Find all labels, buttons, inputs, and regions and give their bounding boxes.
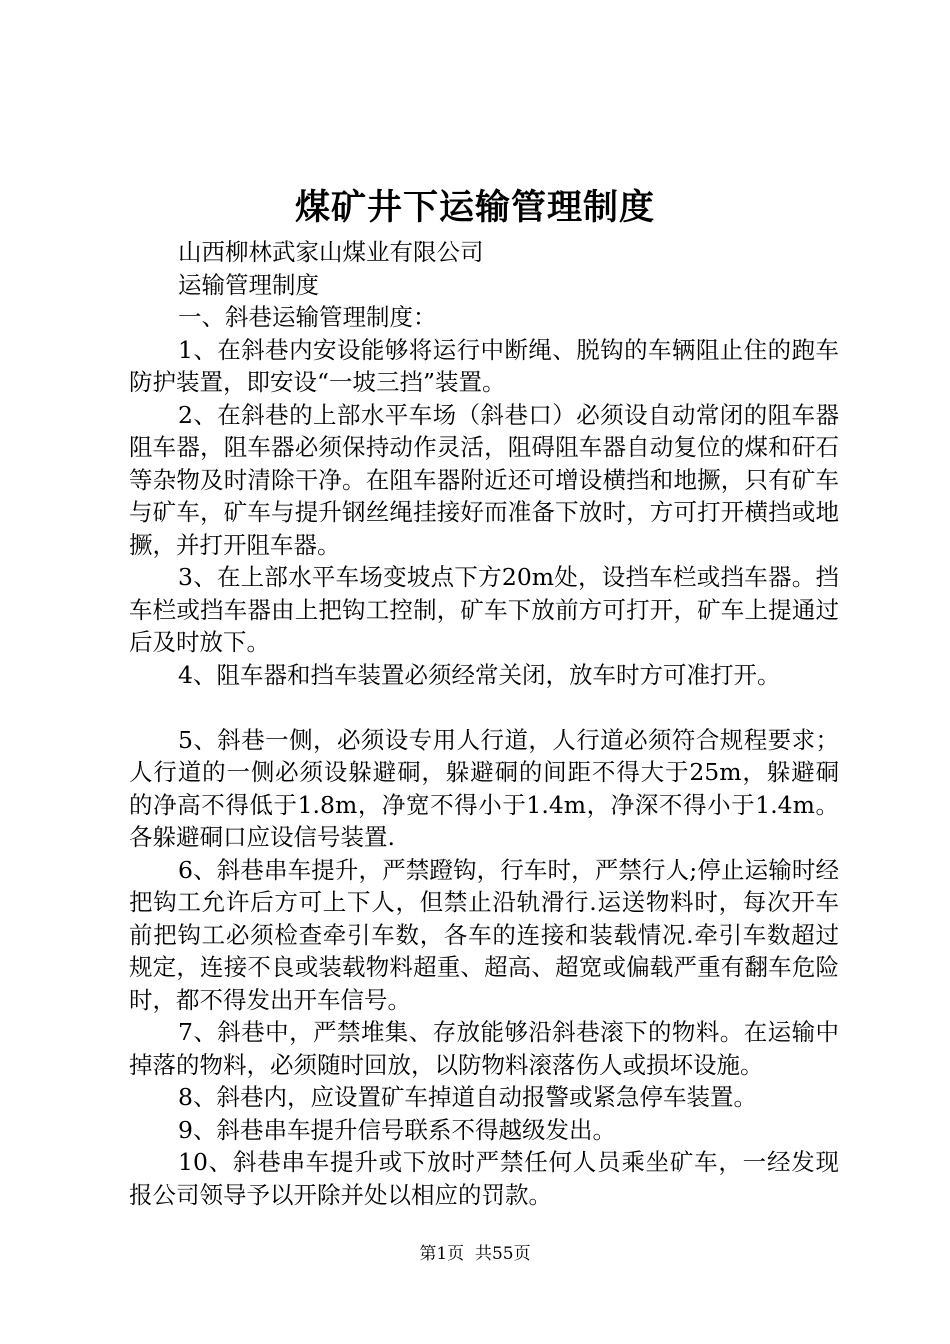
page-number: 第1页 共55页	[419, 1244, 531, 1264]
rule-item-4: 4、阻车器和挡车装置必须经常关闭，放车时方可准打开。	[178, 660, 781, 689]
rule-item-10: 10、斜巷串车提升或下放时严禁任何人员乘坐矿车，一经发现报公司领导予以开除并处以相应的罚款。	[129, 1148, 839, 1209]
document-title: 煤矿井下运输管理制度	[294, 187, 655, 228]
section-heading: 一、斜巷运输管理制度：	[178, 303, 437, 331]
company-name: 山西柳林武家山煤业有限公司	[178, 238, 484, 266]
page-footer	[0, 1242, 950, 1266]
section-subtitle: 运输管理制度	[178, 270, 319, 299]
paragraph-gap	[129, 691, 839, 724]
rule-item-6: 6、斜巷串车提升，严禁蹬钩，行车时，严禁行人;停止运输时经把钩工允许后方可上下人，但禁止沿轨滑行.运送物料时，每次开车前把钩工必须检查牵引车数，各车的连接和装载情况.牵引车数超过规定，连接不良或装载物料超重、超高、超宽或偏载严重有翻车危险时，都不得发出开车信号。	[129, 855, 839, 1014]
rule-item-8: 8、斜巷内，应设置矿车掉道自动报警或紧急停车装置。	[178, 1083, 757, 1111]
rule-item-5: 5、斜巷一侧，必须设专用人行道，人行道必须符合规程要求；人行道的一侧必须设躲避硐，躲避硐的间距不得大于25m，躲避硐的净高不得低于1.8m，净宽不得小于1.4m，净深不得小于1.4m。各躲避硐口应设信号装置.	[129, 725, 839, 851]
rule-item-3: 3、在上部水平车场变坡点下方20m处，设挡车栏或挡车器。挡车栏或挡车器由上把钩工控制，矿车下放前方可打开，矿车上提通过后及时放下。	[129, 563, 839, 656]
rule-item-7: 7、斜巷中，严禁堆集、存放能够沿斜巷滚下的物料。在运输中掉落的物料，必须随时回放，以防物料滚落伤人或损坏设施。	[129, 1018, 839, 1079]
rule-item-9: 9、斜巷串车提升信号联系不得越级发出。	[178, 1115, 616, 1144]
rule-item-2: 2、在斜巷的上部水平车场（斜巷口）必须设自动常闭的阻车器阻车器，阻车器必须保持动作灵活，阻碍阻车器自动复位的煤和矸石等杂物及时清除干净。在阻车器附近还可增设横挡和地撅，只有矿车与矿车，矿车与提升钢丝绳挂接好而准备下放时，方可打开横挡或地撅，并打开阻车器。	[129, 400, 839, 559]
document-body	[129, 236, 839, 1211]
rule-item-1: 1、在斜巷内安设能够将运行中断绳、脱钩的车辆阻止住的跑车防护装置，即安设“一坡三挡”装置。	[129, 335, 839, 396]
